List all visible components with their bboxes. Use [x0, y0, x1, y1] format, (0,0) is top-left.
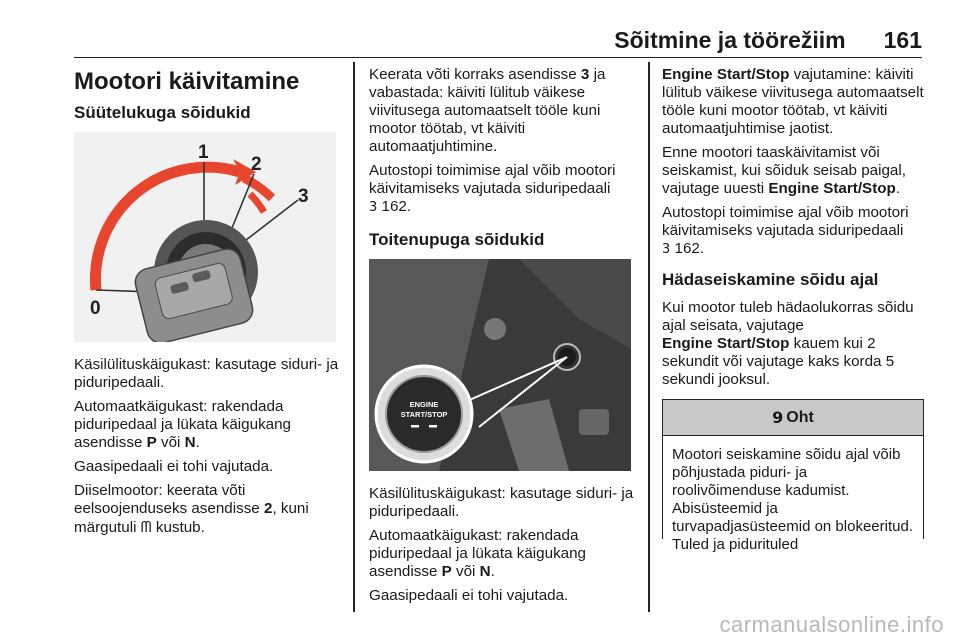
col1-paragraph-accelerator: Gaasipedaali ei tohi vajutada.: [74, 458, 274, 475]
watermark: carmanualsonline.info: [719, 612, 944, 637]
col2-paragraph-key-turn: Keerata võti korraks asendisse 3 ja vabastada: käiviti lülitub väikese viivitusega automaatselt tööle kuni mootor töötab, vt käiviti automaatjuhtimine.: [369, 66, 606, 155]
key-position-label-2: 2: [251, 154, 262, 175]
subheading-emergency-stop: Hädaseiskamine sõidu ajal: [662, 270, 879, 289]
section-heading-start: Mootori käivitamine: [74, 68, 300, 95]
column-1: [74, 66, 340, 543]
subheading-ignition-lock: Süütelukuga sõidukid: [74, 103, 251, 122]
col2-paragraph-autostop: Autostopi toimimise ajal võib mootori käivitamiseks vajutada siduripedaali 3 162.: [369, 162, 616, 215]
col1-paragraph-manual: Käsilülituskäigukast: kasutage siduri- ja piduripedaali.: [74, 356, 339, 391]
start-stop-button-figure: [369, 259, 631, 471]
col2-paragraph-automatic: Automaatkäigukast: rakendada piduripedaal ja lükata käigukang asendisse P või N.: [369, 527, 587, 580]
col3-paragraph-emergency: Kui mootor tuleb hädaolukorras sõidu ajal seisata, vajutage Engine Start/Stop kauem kui 2 sekundit või vajutage kaks korda 5 sekundi jooksul.: [662, 299, 914, 388]
page-reference-icon: 3: [662, 242, 671, 257]
warning-header: [663, 400, 923, 436]
warning-box: [662, 399, 924, 553]
subheading-power-button: Toitenupuga sõidukid: [369, 230, 545, 249]
warning-title: Oht: [786, 408, 814, 426]
col3-paragraph-press: Engine Start/Stop vajutamine: käiviti lülitub väikese viivitusega automaatselt tööle kuni mootor töötab, vt käiviti automaatjuhtimise jaotist.: [662, 66, 924, 137]
col3-paragraph-restart: Enne mootori taaskäivitamist või seiskamist, kui sõiduk seisab paigal, vajutage uuesti Engine Start/Stop.: [662, 144, 906, 197]
header-title: Sõitmine ja töörežiim: [614, 27, 846, 53]
col1-paragraph-diesel: Diiselmootor: keerata võti eelsoojenduseks asendisse 2, kuni märgutuli ᗰ kustub.: [74, 482, 309, 536]
start-stop-illustration: [369, 259, 631, 471]
column-3: [662, 66, 924, 553]
page-header: [74, 24, 922, 58]
page-number: 161: [883, 27, 922, 53]
column-divider-1: [353, 62, 355, 612]
page-reference-link[interactable]: 162.: [377, 198, 412, 215]
button-label-start-stop: START/STOP: [400, 410, 448, 419]
warning-triangle-icon: 9: [772, 407, 784, 427]
key-position-label-1: 1: [198, 142, 209, 163]
col1-paragraph-automatic: Automaatkäigukast: rakendada piduripedaal ja lükata käigukang asendisse P või N.: [74, 398, 292, 451]
page-reference-icon: 3: [369, 200, 378, 215]
page-reference-link[interactable]: 162.: [670, 240, 705, 257]
warning-text: Mootori seiskamine sõidu ajal võib põhjustada piduri- ja roolivõimenduse kadumist. Abisüsteemid ja turvapadjasüsteemid on blokeeritud. Tuled ja pidurituled: [672, 446, 913, 553]
col2-paragraph-accelerator: Gaasipedaali ei tohi vajutada.: [369, 587, 569, 604]
button-label-engine: ENGINE: [409, 400, 439, 409]
column-2: [369, 66, 635, 611]
glow-plug-icon: ᗰ: [140, 518, 152, 536]
column-divider-2: [648, 62, 650, 612]
ignition-key-figure: [74, 132, 336, 342]
ignition-key-illustration: [74, 132, 336, 342]
col3-paragraph-autostop: Autostopi toimimise ajal võib mootori käivitamiseks vajutada siduripedaali 3 162.: [662, 204, 909, 257]
col2-paragraph-manual: Käsilülituskäigukast: kasutage siduri- ja piduripedaali.: [369, 485, 634, 520]
key-position-label-3: 3: [298, 186, 309, 207]
key-position-label-0: 0: [90, 298, 101, 319]
